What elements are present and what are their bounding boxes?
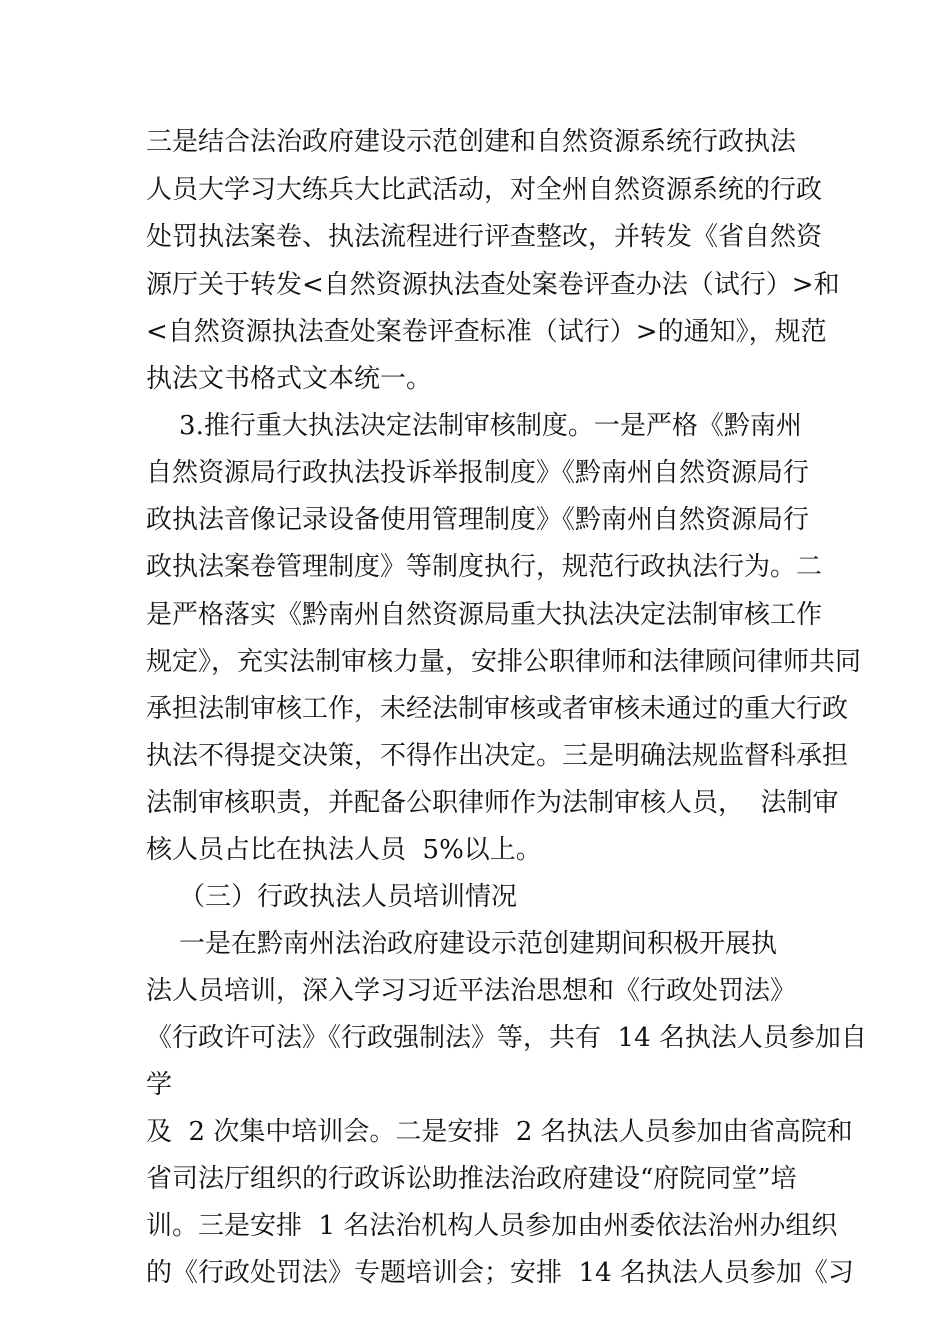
paragraph-heading: 3.推行重大执法决定法制审核制度。一是严格《黔南州	[146, 411, 802, 441]
text-line: <自然资源执法查处案卷评查标准（试行）>的通知》，规范	[146, 317, 827, 347]
text-line: 人员大学习大练兵大比武活动，对全州自然资源系统的行政	[146, 175, 823, 205]
text-line: 一是在黔南州法治政府建设示范创建期间积极开展执	[146, 929, 778, 959]
text-line: 规定》，充实法制审核力量，安排公职律师和法律顾问律师共同	[146, 647, 862, 677]
text-line: 政执法音像记录设备使用管理制度》《黔南州自然资源局行	[146, 505, 810, 535]
text-line: 是严格落实《黔南州自然资源局重大执法决定法制审核工作	[146, 600, 823, 630]
text-line: 《行政许可法》《行政强制法》等，共有 14 名执法人员参加自	[146, 1023, 867, 1053]
text-line: 法制审核职责，并配备公职律师作为法制审核人员， 法制审	[146, 788, 839, 818]
text-line: 源厅关于转发<自然资源执法查处案卷评查办法（试行）>和	[146, 270, 840, 300]
text-line: 训。三是安排 1 名法治机构人员参加由州委依法治州办组织	[146, 1211, 838, 1241]
text-line: 省司法厅组织的行政诉讼助推法治政府建设“府院同堂”培	[146, 1164, 797, 1194]
text-line: 法人员培训，深入学习习近平法治思想和《行政处罚法》	[146, 976, 797, 1006]
text-line: 处罚执法案卷、执法流程进行评查整改，并转发《省自然资	[146, 222, 823, 252]
text-line: 承担法制审核工作，未经法制审核或者审核未通过的重大行政	[146, 694, 849, 724]
text-line: 及 2 次集中培训会。二是安排 2 名执法人员参加由省高院和	[146, 1117, 853, 1147]
text-line: 执法不得提交决策，不得作出决定。三是明确法规监督科承担	[146, 741, 849, 771]
text-line: 三是结合法治政府建设示范创建和自然资源系统行政执法	[146, 127, 797, 157]
text-line: 政执法案卷管理制度》等制度执行，规范行政执法行为。二	[146, 552, 823, 582]
text-line: 学	[146, 1070, 173, 1100]
text-line: 的《行政处罚法》专题培训会；安排 14 名执法人员参加《习	[146, 1258, 854, 1288]
text-line: 核人员占比在执法人员 5%以上。	[146, 835, 542, 865]
section-heading: （三）行政执法人员培训情况	[146, 882, 518, 912]
text-line: 执法文书格式文本统一。	[146, 364, 433, 394]
text-line: 自然资源局行政执法投诉举报制度》《黔南州自然资源局行	[146, 458, 810, 488]
